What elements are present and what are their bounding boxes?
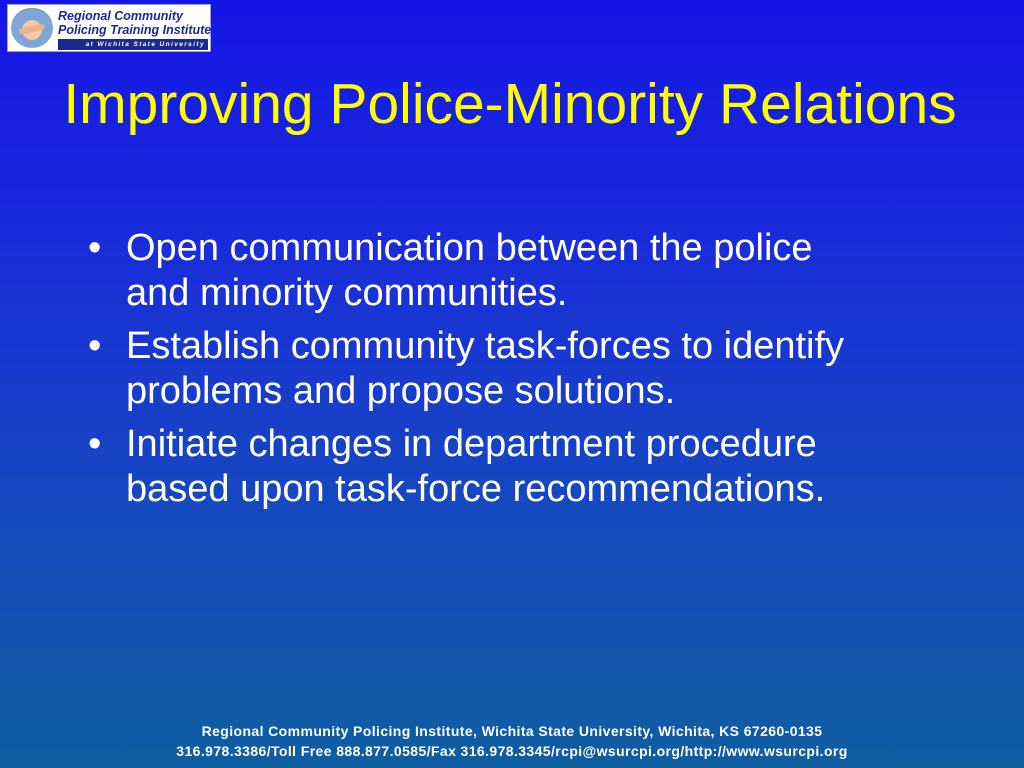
bullet-item xyxy=(86,324,886,414)
bullet-text: Establish community task-forces to identify problems and propose solutions. xyxy=(126,325,845,412)
bullet-list xyxy=(86,226,886,520)
bullet-text: Open communication between the police and minority communities. xyxy=(126,227,813,314)
bullet-item xyxy=(86,422,886,512)
handshake-emblem-icon xyxy=(11,8,53,48)
logo-subtitle: at Wichita State University xyxy=(58,39,208,50)
institute-logo xyxy=(7,4,211,52)
footer-address: Regional Community Policing Institute, Wichita State University, Wichita, KS 67260-0135 xyxy=(201,723,823,739)
logo-title-line1: Regional Community xyxy=(58,9,184,23)
bullet-symbol: • xyxy=(88,325,102,367)
footer-contact: 316.978.3386/Toll Free 888.877.0585/Fax 316.978.3345/rcpi@wsurcpi.org/http://www.wsurcpi.org xyxy=(176,743,848,759)
bullet-symbol: • xyxy=(88,423,102,465)
logo-title-line2: Policing Training Institute xyxy=(58,23,212,37)
bullet-symbol: • xyxy=(88,227,102,269)
slide-title: Improving Police-Minority Relations xyxy=(63,72,957,136)
bullet-item xyxy=(86,226,886,316)
bullet-text: Initiate changes in department procedure based upon task-force recommendations. xyxy=(126,423,826,510)
